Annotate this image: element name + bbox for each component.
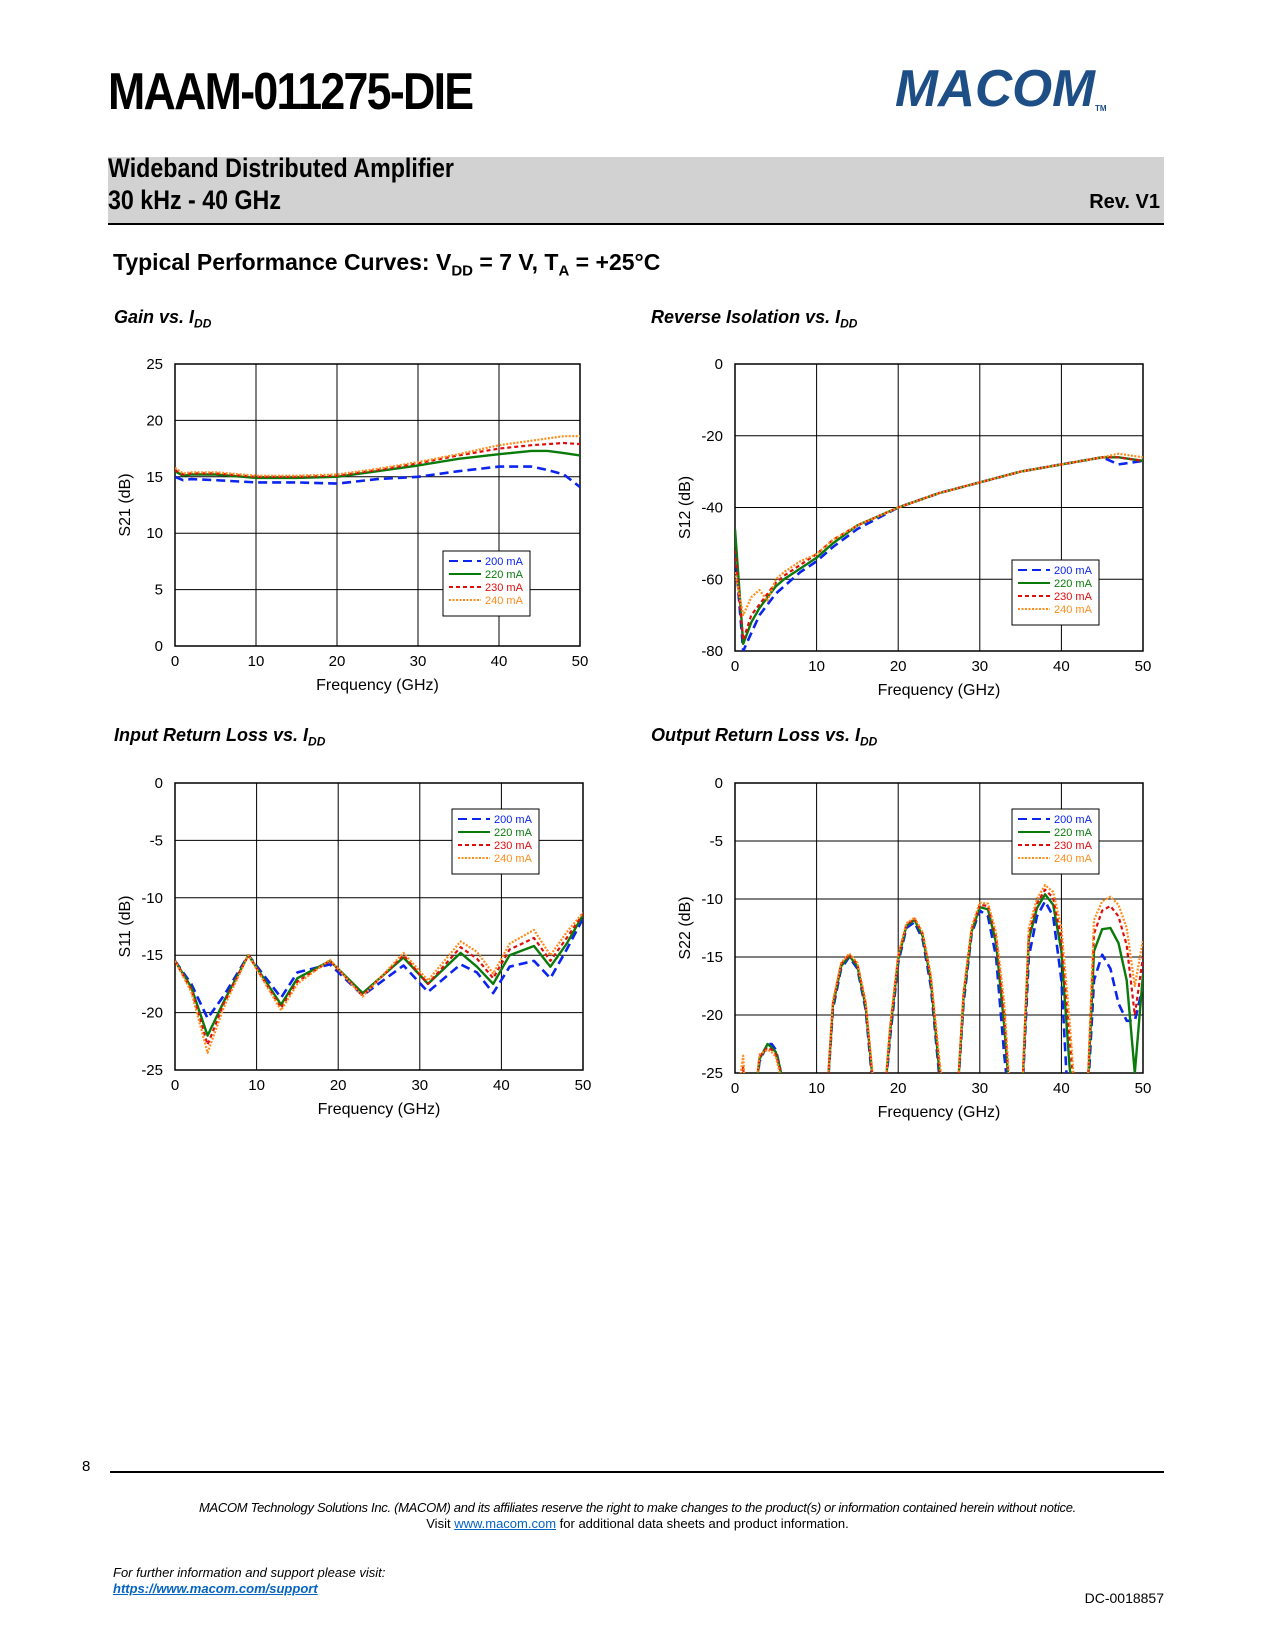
legend-label: 230 mA (1054, 840, 1092, 852)
x-tick-label: 50 (574, 1077, 592, 1094)
visit-prefix: Visit (426, 1516, 455, 1531)
legend-label: 200 mA (1054, 565, 1092, 577)
y-tick-label: -20 (701, 1007, 723, 1024)
legend-label: 240 mA (485, 595, 523, 607)
y-tick-label: -25 (141, 1062, 163, 1079)
x-axis-label: Frequency (GHz) (317, 1101, 441, 1118)
y-tick-label: 5 (154, 581, 163, 599)
y-tick-label: 0 (714, 775, 723, 792)
x-tick-label: 30 (971, 1080, 989, 1097)
y-tick-label: 25 (146, 356, 163, 373)
x-tick-label: 0 (170, 1077, 180, 1094)
y-tick-label: -25 (701, 1065, 723, 1082)
support-text: For further information and support please visit: (113, 1565, 386, 1580)
legend-label: 230 mA (494, 840, 532, 852)
y-tick-label: -40 (701, 499, 723, 517)
y-tick-label: -15 (141, 947, 163, 965)
y-tick-label: -80 (701, 643, 723, 660)
x-tick-label: 50 (1134, 658, 1152, 675)
y-tick-label: -10 (701, 891, 723, 908)
x-tick-label: 10 (808, 658, 825, 675)
legend-label: 220 mA (1054, 578, 1092, 590)
x-tick-label: 30 (409, 653, 427, 670)
chart-legend (1012, 809, 1099, 874)
support-info (113, 1565, 385, 1597)
footer-disclaimer (0, 1500, 1275, 1532)
x-tick-label: 20 (889, 658, 907, 675)
x-axis-label: Frequency (GHz) (877, 682, 1001, 699)
ta-value: = +25°C (569, 249, 661, 275)
legend-label: 200 mA (494, 814, 532, 826)
y-tick-label: 20 (146, 412, 163, 430)
x-tick-label: 10 (247, 653, 265, 670)
support-link[interactable]: https://www.macom.com/support (113, 1581, 318, 1596)
x-tick-label: 40 (1053, 658, 1070, 675)
x-axis-label: Frequency (GHz) (877, 1104, 1001, 1121)
legend-label: 230 mA (485, 582, 523, 594)
x-tick-label: 0 (730, 1080, 740, 1097)
y-axis-label: S21 (dB) (117, 473, 134, 537)
x-tick-label: 20 (328, 653, 346, 670)
x-tick-label: 0 (730, 658, 740, 675)
gain-title-sub: DD (194, 316, 212, 331)
y-tick-label: -20 (141, 1004, 163, 1022)
x-tick-label: 10 (248, 1077, 265, 1094)
y-tick-label: -60 (701, 571, 723, 589)
footer-divider (110, 1471, 1164, 1473)
macom-logo-wordmark: MACOM (895, 64, 1097, 114)
isolation-title-main: Reverse Isolation vs. I (651, 307, 841, 327)
disclaimer-text: MACOM Technology Solutions Inc. (MACOM) and its affiliates reserve the right to make changes to the product(s) or information contained herein without notice. (198, 1500, 1076, 1515)
visit-suffix: for additional data sheets and product information. (556, 1516, 849, 1531)
output-rl-title-main: Output Return Loss vs. I (651, 725, 861, 745)
isolation-title-sub: DD (840, 316, 858, 331)
trademark-mark: TM (1095, 104, 1107, 113)
y-tick-label: -5 (709, 833, 723, 850)
legend-label: 220 mA (485, 569, 523, 581)
document-code: DC-0018857 (1084, 1590, 1164, 1606)
y-tick-label: -20 (701, 427, 723, 445)
x-tick-label: 30 (971, 658, 989, 675)
x-tick-label: 40 (490, 653, 508, 670)
subtitle-line-1: Wideband Distributed Amplifier (108, 153, 454, 183)
y-tick-label: -15 (701, 949, 723, 966)
series-line-240-ma (739, 885, 1143, 1131)
y-tick-label: 0 (714, 356, 723, 373)
legend-label: 230 mA (1054, 591, 1092, 603)
legend-label: 220 mA (494, 827, 532, 839)
x-tick-label: 20 (329, 1077, 347, 1094)
x-axis-label: Frequency (GHz) (316, 677, 439, 694)
y-tick-label: -5 (149, 832, 163, 850)
legend-label: 240 mA (1054, 604, 1092, 616)
legend-label: 200 mA (485, 556, 523, 568)
y-tick-label: 15 (146, 468, 163, 486)
ta-subscript: A (558, 262, 570, 280)
legend-label: 220 mA (1054, 827, 1092, 839)
x-tick-label: 50 (571, 653, 589, 670)
y-axis-label: S11 (dB) (117, 895, 134, 958)
x-tick-label: 10 (808, 1080, 825, 1097)
y-tick-label: 10 (146, 525, 163, 543)
x-tick-label: 40 (1053, 1080, 1070, 1097)
series-line-200-ma (739, 901, 1143, 1131)
revision-label: Rev. V1 (1089, 191, 1160, 213)
x-tick-label: 50 (1134, 1080, 1152, 1097)
x-tick-label: 20 (889, 1080, 907, 1097)
series-line-220-ma (739, 894, 1143, 1131)
vdd-subscript: DD (451, 262, 473, 280)
y-tick-label: 0 (154, 775, 163, 792)
output-rl-title-sub: DD (860, 734, 878, 749)
y-tick-label: -10 (141, 889, 163, 907)
part-number-title: MAAM-011275-DIE (108, 63, 473, 121)
subtitle-line-2: 30 kHz - 40 GHz (108, 185, 281, 215)
page-number: 8 (82, 1458, 91, 1475)
x-tick-label: 40 (493, 1077, 510, 1094)
macom-website-link[interactable]: www.macom.com (454, 1516, 557, 1531)
y-axis-label: S22 (dB) (677, 896, 694, 960)
y-tick-label: 0 (154, 638, 163, 655)
x-tick-label: 0 (170, 653, 180, 670)
y-axis-label: S12 (dB) (677, 475, 694, 540)
legend-label: 200 mA (1054, 814, 1092, 826)
legend-label: 240 mA (1054, 853, 1092, 865)
input-rl-title-main: Input Return Loss vs. I (114, 725, 309, 745)
series-line-230-ma (739, 890, 1143, 1131)
gain-title-main: Gain vs. I (114, 307, 195, 327)
section-title-prefix: Typical Performance Curves: V (113, 249, 452, 275)
legend-label: 240 mA (494, 853, 532, 865)
input-rl-title-sub: DD (308, 734, 326, 749)
vdd-value: = 7 V, T (473, 249, 559, 275)
x-tick-label: 30 (411, 1077, 429, 1094)
